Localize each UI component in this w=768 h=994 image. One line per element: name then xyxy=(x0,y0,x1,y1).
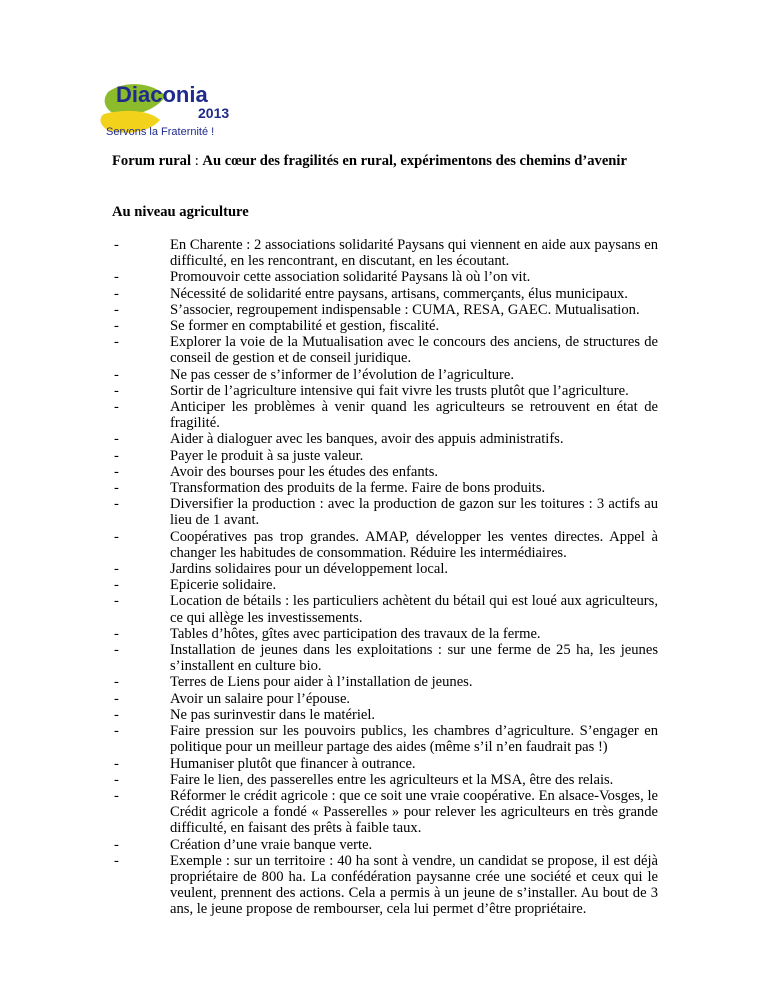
list-item-text: Installation de jeunes dans les exploitations : sur une ferme de 25 ha, les jeunes s’installent en culture bio. xyxy=(170,642,658,675)
list-bullet: - xyxy=(114,625,119,642)
list-bullet: - xyxy=(114,706,119,723)
list-item xyxy=(112,399,658,431)
list-item xyxy=(112,496,658,528)
list-item xyxy=(112,480,658,496)
list-item xyxy=(112,772,658,788)
list-item-text: S’associer, regroupement indispensable : CUMA, RESA, GAEC. Mutualisation. xyxy=(170,301,640,318)
list-bullet: - xyxy=(114,787,119,804)
list-item-text: Diversifier la production : avec la production de gazon sur les toitures : 3 actifs au lieu de 1 avant. xyxy=(170,496,658,529)
list-item-text: Jardins solidaires pour un développement local. xyxy=(170,561,449,578)
list-item xyxy=(112,561,658,577)
list-item xyxy=(112,577,658,593)
list-bullet: - xyxy=(114,496,119,513)
list-item xyxy=(112,529,658,561)
list-item-text: Exemple : sur un territoire : 40 ha sont à vendre, un candidat se propose, il est déjà propriétaire de 800 ha. La confédération paysanne crée une société et ceux qui le veulent, prennent des actions. Cela a permis à un jeune de s’installer. Au bout de 3 ans, le jeune propose de rembourser, cela lui permet d’être propriétaire. xyxy=(170,852,658,918)
list-item xyxy=(112,723,658,755)
agriculture-list xyxy=(112,237,658,918)
list-bullet: - xyxy=(114,431,119,448)
logo-year: 2013 xyxy=(198,105,230,121)
forum-heading xyxy=(112,152,692,170)
list-item xyxy=(112,788,658,837)
list-item-text: Nécessité de solidarité entre paysans, artisans, commerçants, élus municipaux. xyxy=(170,285,628,302)
list-item-text: Tables d’hôtes, gîtes avec participation des travaux de la ferme. xyxy=(170,625,541,642)
list-bullet: - xyxy=(114,269,119,286)
list-bullet: - xyxy=(114,642,119,659)
list-item-text: Anticiper les problèmes à venir quand les agriculteurs se retrouvent en état de fragilité. xyxy=(170,399,658,432)
list-item-text: Humaniser plutôt que financer à outrance. xyxy=(170,755,416,772)
list-bullet: - xyxy=(114,771,119,788)
logo-name: Diaconia xyxy=(116,82,208,107)
list-bullet: - xyxy=(114,593,119,610)
diaconia-logo-graphic xyxy=(94,74,262,142)
list-item-text: Epicerie solidaire. xyxy=(170,577,277,594)
list-item-text: Avoir un salaire pour l’épouse. xyxy=(170,690,351,707)
list-item-text: Transformation des produits de la ferme. Faire de bons produits. xyxy=(170,480,546,497)
list-item-text: Ne pas cesser de s’informer de l’évolution de l’agriculture. xyxy=(170,366,515,383)
list-bullet: - xyxy=(114,577,119,594)
list-item-text: Terres de Liens pour aider à l’installation de jeunes. xyxy=(170,674,473,691)
list-bullet: - xyxy=(114,447,119,464)
list-bullet: - xyxy=(114,561,119,578)
list-item-text: Réformer le crédit agricole : que ce soit une vraie coopérative. En alsace-Vosges, le Crédit agricole a fondé « Passerelles » pour relever les agriculteurs en très grande difficulté, en faisant des prêts à faible taux. xyxy=(170,787,658,837)
list-item xyxy=(112,286,658,302)
list-item xyxy=(112,853,658,918)
logo-tagline: Servons la Fraternité ! xyxy=(106,126,215,138)
list-item-text: Aider à dialoguer avec les banques, avoir des appuis administratifs. xyxy=(170,431,564,448)
list-bullet: - xyxy=(114,852,119,869)
list-item xyxy=(112,837,658,853)
list-item-text: Ne pas surinvestir dans le matériel. xyxy=(170,706,376,723)
list-bullet: - xyxy=(114,463,119,480)
list-item xyxy=(112,318,658,334)
list-item-text: Création d’une vraie banque verte. xyxy=(170,836,373,853)
list-item-text: Faire le lien, des passerelles entre les agriculteurs et la MSA, être des relais. xyxy=(170,771,614,788)
list-item-text: Se former en comptabilité et gestion, fiscalité. xyxy=(170,318,440,335)
list-bullet: - xyxy=(114,399,119,416)
list-bullet: - xyxy=(114,836,119,853)
list-bullet: - xyxy=(114,723,119,740)
diaconia-logo xyxy=(94,74,262,142)
list-item xyxy=(112,593,658,625)
list-bullet: - xyxy=(114,237,119,253)
list-item xyxy=(112,237,658,269)
list-bullet: - xyxy=(114,382,119,399)
list-bullet: - xyxy=(114,528,119,545)
list-bullet: - xyxy=(114,285,119,302)
list-item xyxy=(112,707,658,723)
list-item-text: Avoir des bourses pour les études des enfants. xyxy=(170,463,439,480)
list-item xyxy=(112,431,658,447)
list-item-text: Explorer la voie de la Mutualisation avec le concours des anciens, de structures de conseil de gestion et de conseil juridique. xyxy=(170,334,658,367)
list-item xyxy=(112,367,658,383)
list-item-text: Payer le produit à sa juste valeur. xyxy=(170,447,364,464)
list-item-text: Coopératives pas trop grandes. AMAP, développer les ventes directes. Appel à changer les habitudes de consommation. Réduire les intermédiaires. xyxy=(170,528,658,561)
list-item-text: Location de bétails : les particuliers achètent du bétail qui est loué aux agriculteurs, ce qui allège les investissements. xyxy=(170,593,658,626)
list-bullet: - xyxy=(114,674,119,691)
list-item xyxy=(112,674,658,690)
forum-label: Forum rural xyxy=(112,153,192,169)
list-item-text: Promouvoir cette association solidarité Paysans là où l’on vit. xyxy=(170,269,531,286)
list-bullet: - xyxy=(114,480,119,497)
list-item xyxy=(112,626,658,642)
list-item xyxy=(112,448,658,464)
list-item-text: Sortir de l’agriculture intensive qui fait vivre les trusts plutôt que l’agriculture. xyxy=(170,382,629,399)
list-item xyxy=(112,269,658,285)
list-item xyxy=(112,642,658,674)
list-bullet: - xyxy=(114,301,119,318)
forum-title: Au cœur des fragilités en rural, expérimentons des chemins d’avenir xyxy=(202,153,627,169)
list-item-text: En Charente : 2 associations solidarité Paysans qui viennent en aide aux paysans en difficulté, en les rencontrant, en discutant, en les écoutant. xyxy=(170,237,658,270)
list-item xyxy=(112,756,658,772)
list-item xyxy=(112,334,658,366)
list-item xyxy=(112,302,658,318)
section-title: Au niveau agriculture xyxy=(112,204,249,220)
list-bullet: - xyxy=(114,690,119,707)
list-item xyxy=(112,383,658,399)
list-bullet: - xyxy=(114,755,119,772)
forum-separator: : xyxy=(191,153,203,169)
list-item xyxy=(112,464,658,480)
list-bullet: - xyxy=(114,318,119,335)
list-bullet: - xyxy=(114,334,119,351)
list-bullet: - xyxy=(114,366,119,383)
list-item xyxy=(112,691,658,707)
list-item-text: Faire pression sur les pouvoirs publics, les chambres d’agriculture. S’engager en politique pour un meilleur partage des aides (même s’il n’en faudrait pas !) xyxy=(170,723,658,756)
